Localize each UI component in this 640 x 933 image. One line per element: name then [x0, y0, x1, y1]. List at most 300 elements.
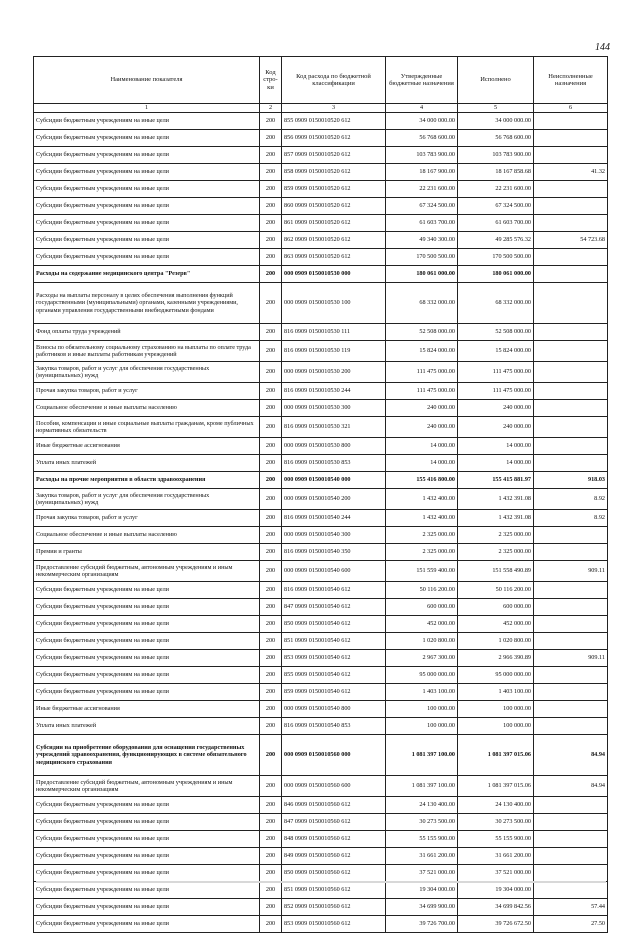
row-line-code: 200: [260, 198, 282, 215]
row-executed-amount: 100 000.00: [458, 718, 534, 735]
row-executed-amount: 1 081 397 015.06: [458, 735, 534, 776]
row-line-code: 200: [260, 283, 282, 324]
row-approved-amount: 61 603 700.00: [386, 215, 458, 232]
row-executed-amount: 240 000.00: [458, 400, 534, 417]
row-approved-amount: 1 081 397 100.00: [386, 735, 458, 776]
table-row: [34, 341, 608, 362]
row-not-executed-amount: 84.94: [534, 776, 608, 797]
row-approved-amount: 1 432 400.00: [386, 489, 458, 510]
row-not-executed-amount: [534, 848, 608, 865]
row-not-executed-amount: [534, 362, 608, 383]
row-executed-amount: 14 000.00: [458, 455, 534, 472]
row-budget-code: 000 0909 0150010530 100: [282, 283, 386, 324]
row-approved-amount: 155 416 800.00: [386, 472, 458, 489]
row-indicator-name: Субсидии бюджетным учреждениям на иные цели: [34, 147, 260, 164]
row-approved-amount: 2 967 300.00: [386, 650, 458, 667]
row-budget-code: 850 0909 0150010560 612: [282, 865, 386, 882]
row-line-code: 200: [260, 130, 282, 147]
table-row: [34, 527, 608, 544]
row-approved-amount: 14 000.00: [386, 438, 458, 455]
table-row: [34, 776, 608, 797]
table-row: [34, 455, 608, 472]
row-executed-amount: 180 061 000.00: [458, 266, 534, 283]
row-approved-amount: 151 559 400.00: [386, 561, 458, 582]
row-line-code: 200: [260, 667, 282, 684]
row-budget-code: 856 0909 0150010520 612: [282, 130, 386, 147]
row-not-executed-amount: [534, 684, 608, 701]
row-indicator-name: Субсидии бюджетным учреждениям на иные цели: [34, 130, 260, 147]
row-line-code: 200: [260, 383, 282, 400]
row-line-code: 200: [260, 684, 282, 701]
page-number: 144: [595, 42, 610, 53]
table-row: [34, 814, 608, 831]
row-executed-amount: 22 231 600.00: [458, 181, 534, 198]
row-executed-amount: 170 500 500.00: [458, 249, 534, 266]
row-not-executed-amount: [534, 383, 608, 400]
row-budget-code: 000 0909 0150010530 000: [282, 266, 386, 283]
row-indicator-name: Субсидии бюджетным учреждениям на иные цели: [34, 667, 260, 684]
row-line-code: 200: [260, 701, 282, 718]
row-indicator-name: Субсидии бюджетным учреждениям на иные цели: [34, 916, 260, 933]
row-not-executed-amount: [534, 701, 608, 718]
row-indicator-name: Субсидии бюджетным учреждениям на иные цели: [34, 848, 260, 865]
row-indicator-name: Субсидии бюджетным учреждениям на иные цели: [34, 814, 260, 831]
table-row: [34, 249, 608, 266]
row-approved-amount: 2 325 000.00: [386, 544, 458, 561]
row-executed-amount: 68 332 000.00: [458, 283, 534, 324]
table-row: [34, 147, 608, 164]
row-line-code: 200: [260, 899, 282, 916]
table-row: [34, 438, 608, 455]
row-not-executed-amount: [534, 266, 608, 283]
row-not-executed-amount: [534, 797, 608, 814]
column-number-row: [34, 104, 608, 113]
row-executed-amount: 56 768 600.00: [458, 130, 534, 147]
row-budget-code: 000 0909 0150010540 600: [282, 561, 386, 582]
table-row: [34, 718, 608, 735]
table-row: [34, 489, 608, 510]
row-budget-code: 863 0909 0150010520 612: [282, 249, 386, 266]
row-not-executed-amount: [534, 814, 608, 831]
row-budget-code: 816 0909 0150010530 321: [282, 417, 386, 438]
row-executed-amount: 31 661 200.00: [458, 848, 534, 865]
row-approved-amount: 15 824 000.00: [386, 341, 458, 362]
row-executed-amount: 34 699 842.56: [458, 899, 534, 916]
row-executed-amount: 600 000.00: [458, 599, 534, 616]
row-approved-amount: 170 500 500.00: [386, 249, 458, 266]
table-row: [34, 684, 608, 701]
row-line-code: 200: [260, 510, 282, 527]
row-executed-amount: 100 000.00: [458, 701, 534, 718]
header-budget-code: Код расхода по бюджетной классификации: [282, 57, 386, 104]
row-approved-amount: 100 000.00: [386, 718, 458, 735]
row-line-code: 200: [260, 633, 282, 650]
row-indicator-name: Субсидии бюджетным учреждениям на иные цели: [34, 899, 260, 916]
row-budget-code: 850 0909 0150010540 612: [282, 616, 386, 633]
row-budget-code: 851 0909 0150010560 612: [282, 882, 386, 899]
row-not-executed-amount: 84.94: [534, 735, 608, 776]
row-not-executed-amount: [534, 667, 608, 684]
row-approved-amount: 111 475 000.00: [386, 362, 458, 383]
row-line-code: 200: [260, 400, 282, 417]
row-approved-amount: 50 116 200.00: [386, 582, 458, 599]
table-row: [34, 362, 608, 383]
table-row: [34, 561, 608, 582]
table-row: [34, 472, 608, 489]
row-budget-code: 861 0909 0150010520 612: [282, 215, 386, 232]
row-budget-code: 816 0909 0150010530 119: [282, 341, 386, 362]
table-row: [34, 510, 608, 527]
table-row: [34, 899, 608, 916]
row-indicator-name: Субсидии бюджетным учреждениям на иные цели: [34, 113, 260, 130]
row-approved-amount: 67 324 500.00: [386, 198, 458, 215]
table-row: [34, 701, 608, 718]
row-indicator-name: Субсидии бюджетным учреждениям на иные цели: [34, 164, 260, 181]
row-line-code: 200: [260, 147, 282, 164]
row-indicator-name: Субсидии бюджетным учреждениям на иные цели: [34, 582, 260, 599]
row-not-executed-amount: [534, 181, 608, 198]
column-number: 4: [386, 104, 458, 113]
row-line-code: 200: [260, 814, 282, 831]
table-row: [34, 266, 608, 283]
row-not-executed-amount: 27.50: [534, 916, 608, 933]
row-approved-amount: 31 661 200.00: [386, 848, 458, 865]
row-line-code: 200: [260, 599, 282, 616]
table-row: [34, 417, 608, 438]
row-not-executed-amount: [534, 527, 608, 544]
row-executed-amount: 67 324 500.00: [458, 198, 534, 215]
row-approved-amount: 22 231 600.00: [386, 181, 458, 198]
table-row: [34, 544, 608, 561]
row-budget-code: 857 0909 0150010520 612: [282, 147, 386, 164]
table-row: [34, 667, 608, 684]
table-row: [34, 616, 608, 633]
row-executed-amount: 55 155 900.00: [458, 831, 534, 848]
table-row: [34, 735, 608, 776]
row-budget-code: 859 0909 0150010540 612: [282, 684, 386, 701]
table-row: [34, 400, 608, 417]
table-row: [34, 582, 608, 599]
row-executed-amount: 50 116 200.00: [458, 582, 534, 599]
row-not-executed-amount: 41.32: [534, 164, 608, 181]
table-row: [34, 232, 608, 249]
row-indicator-name: Фонд оплаты труда учреждений: [34, 324, 260, 341]
row-approved-amount: 34 000 000.00: [386, 113, 458, 130]
row-not-executed-amount: 909.11: [534, 650, 608, 667]
table-row: [34, 283, 608, 324]
row-executed-amount: 111 475 000.00: [458, 383, 534, 400]
row-approved-amount: 1 020 800.00: [386, 633, 458, 650]
row-not-executed-amount: [534, 882, 608, 899]
row-indicator-name: Расходы на выплаты персоналу в целях обеспечения выполнения функций государственными (муниципальными) органами, казенными учреждениями, органами управления государственными внебюджетными фондами: [34, 283, 260, 324]
row-approved-amount: 600 000.00: [386, 599, 458, 616]
table-row: [34, 865, 608, 882]
row-indicator-name: Субсидии бюджетным учреждениям на иные цели: [34, 232, 260, 249]
row-line-code: 200: [260, 776, 282, 797]
row-line-code: 200: [260, 848, 282, 865]
row-line-code: 200: [260, 472, 282, 489]
row-budget-code: 853 0909 0150010560 612: [282, 916, 386, 933]
row-indicator-name: Расходы на содержание медицинского центра "Резерв": [34, 266, 260, 283]
row-indicator-name: Субсидии бюджетным учреждениям на иные цели: [34, 865, 260, 882]
row-executed-amount: 1 020 800.00: [458, 633, 534, 650]
row-budget-code: 859 0909 0150010520 612: [282, 181, 386, 198]
table-row: [34, 599, 608, 616]
table-row: [34, 916, 608, 933]
row-executed-amount: 61 603 700.00: [458, 215, 534, 232]
row-budget-code: 855 0909 0150010520 612: [282, 113, 386, 130]
row-line-code: 200: [260, 489, 282, 510]
header-approved: Утвержденные бюджетные назначения: [386, 57, 458, 104]
row-executed-amount: 452 000.00: [458, 616, 534, 633]
row-line-code: 200: [260, 164, 282, 181]
row-not-executed-amount: [534, 198, 608, 215]
row-line-code: 200: [260, 417, 282, 438]
row-line-code: 200: [260, 324, 282, 341]
row-executed-amount: 1 432 391.08: [458, 510, 534, 527]
row-approved-amount: 30 273 500.00: [386, 814, 458, 831]
row-line-code: 200: [260, 266, 282, 283]
row-approved-amount: 56 768 600.00: [386, 130, 458, 147]
row-indicator-name: Субсидии бюджетным учреждениям на иные цели: [34, 599, 260, 616]
row-line-code: 200: [260, 249, 282, 266]
row-not-executed-amount: [534, 718, 608, 735]
row-executed-amount: 111 475 000.00: [458, 362, 534, 383]
row-budget-code: 862 0909 0150010520 612: [282, 232, 386, 249]
row-approved-amount: 180 061 000.00: [386, 266, 458, 283]
table-row: [34, 650, 608, 667]
row-approved-amount: 100 000.00: [386, 701, 458, 718]
row-indicator-name: Премии и гранты: [34, 544, 260, 561]
row-not-executed-amount: [534, 599, 608, 616]
table-header-row: [34, 57, 608, 104]
table-row: [34, 383, 608, 400]
row-executed-amount: 1 432 391.08: [458, 489, 534, 510]
row-executed-amount: 14 000.00: [458, 438, 534, 455]
row-approved-amount: 2 325 000.00: [386, 527, 458, 544]
row-budget-code: 816 0909 0150010540 350: [282, 544, 386, 561]
table-row: [34, 113, 608, 130]
row-indicator-name: Закупка товаров, работ и услуг для обеспечения государственных (муниципальных) нужд: [34, 489, 260, 510]
row-budget-code: 846 0909 0150010560 612: [282, 797, 386, 814]
row-indicator-name: Субсидии бюджетным учреждениям на иные цели: [34, 633, 260, 650]
row-not-executed-amount: [534, 113, 608, 130]
row-indicator-name: Иные бюджетные ассигнования: [34, 438, 260, 455]
header-line-code: Код стро-ки: [260, 57, 282, 104]
table-row: [34, 324, 608, 341]
row-budget-code: 000 0909 0150010560 600: [282, 776, 386, 797]
column-number: 6: [534, 104, 608, 113]
row-not-executed-amount: 8.92: [534, 489, 608, 510]
row-not-executed-amount: [534, 147, 608, 164]
row-executed-amount: 2 325 000.00: [458, 527, 534, 544]
row-budget-code: 847 0909 0150010540 612: [282, 599, 386, 616]
row-line-code: 200: [260, 718, 282, 735]
table-body: [34, 104, 608, 933]
row-indicator-name: Субсидии бюджетным учреждениям на иные цели: [34, 797, 260, 814]
row-approved-amount: 34 699 900.00: [386, 899, 458, 916]
row-budget-code: 853 0909 0150010540 612: [282, 650, 386, 667]
row-executed-amount: 1 403 100.00: [458, 684, 534, 701]
row-approved-amount: 111 475 000.00: [386, 383, 458, 400]
row-indicator-name: Уплата иных платежей: [34, 718, 260, 735]
row-budget-code: 848 0909 0150010560 612: [282, 831, 386, 848]
row-budget-code: 860 0909 0150010520 612: [282, 198, 386, 215]
row-budget-code: 000 0909 0150010540 000: [282, 472, 386, 489]
row-line-code: 200: [260, 916, 282, 933]
row-executed-amount: 39 726 672.50: [458, 916, 534, 933]
row-budget-code: 849 0909 0150010560 612: [282, 848, 386, 865]
row-line-code: 200: [260, 865, 282, 882]
budget-execution-table: [33, 56, 608, 933]
row-not-executed-amount: [534, 582, 608, 599]
row-approved-amount: 1 432 400.00: [386, 510, 458, 527]
row-approved-amount: 49 340 300.00: [386, 232, 458, 249]
header-not-executed: Неисполненные назначения: [534, 57, 608, 104]
row-budget-code: 816 0909 0150010540 853: [282, 718, 386, 735]
table-row: [34, 831, 608, 848]
row-budget-code: 000 0909 0150010530 300: [282, 400, 386, 417]
row-not-executed-amount: [534, 831, 608, 848]
row-indicator-name: Предоставление субсидий бюджетным, автономным учреждениям и иным некоммерческим организациям: [34, 776, 260, 797]
row-executed-amount: 240 000.00: [458, 417, 534, 438]
row-line-code: 200: [260, 362, 282, 383]
row-line-code: 200: [260, 882, 282, 899]
row-approved-amount: 14 000.00: [386, 455, 458, 472]
row-approved-amount: 18 167 900.00: [386, 164, 458, 181]
row-not-executed-amount: 54 723.68: [534, 232, 608, 249]
table-row: [34, 215, 608, 232]
column-number: 5: [458, 104, 534, 113]
table-row: [34, 797, 608, 814]
row-executed-amount: 1 081 397 015.06: [458, 776, 534, 797]
row-indicator-name: Расходы на прочие мероприятия в области здравоохранения: [34, 472, 260, 489]
row-line-code: 200: [260, 582, 282, 599]
row-line-code: 200: [260, 544, 282, 561]
row-indicator-name: Субсидии бюджетным учреждениям на иные цели: [34, 215, 260, 232]
row-budget-code: 000 0909 0150010530 200: [282, 362, 386, 383]
row-approved-amount: 37 521 000.00: [386, 865, 458, 882]
row-line-code: 200: [260, 561, 282, 582]
row-budget-code: 816 0909 0150010540 244: [282, 510, 386, 527]
row-not-executed-amount: [534, 455, 608, 472]
row-approved-amount: 52 508 000.00: [386, 324, 458, 341]
table-row: [34, 198, 608, 215]
column-number: 3: [282, 104, 386, 113]
row-line-code: 200: [260, 232, 282, 249]
scan-artifact-line: [36, 881, 606, 883]
row-not-executed-amount: [534, 633, 608, 650]
row-not-executed-amount: 909.11: [534, 561, 608, 582]
row-approved-amount: 95 000 000.00: [386, 667, 458, 684]
row-approved-amount: 24 130 400.00: [386, 797, 458, 814]
row-indicator-name: Иные бюджетные ассигнования: [34, 701, 260, 718]
row-line-code: 200: [260, 527, 282, 544]
row-indicator-name: Субсидии бюджетным учреждениям на иные цели: [34, 650, 260, 667]
row-indicator-name: Закупка товаров, работ и услуг для обеспечения государственных (муниципальных) нужд: [34, 362, 260, 383]
row-line-code: 200: [260, 616, 282, 633]
row-line-code: 200: [260, 735, 282, 776]
row-budget-code: 000 0909 0150010540 200: [282, 489, 386, 510]
row-indicator-name: Субсидии бюджетным учреждениям на иные цели: [34, 616, 260, 633]
row-budget-code: 847 0909 0150010560 612: [282, 814, 386, 831]
row-line-code: 200: [260, 455, 282, 472]
row-budget-code: 816 0909 0150010530 853: [282, 455, 386, 472]
row-line-code: 200: [260, 650, 282, 667]
header-indicator-name: Наименование показателя: [34, 57, 260, 104]
row-approved-amount: 240 000.00: [386, 417, 458, 438]
row-not-executed-amount: [534, 438, 608, 455]
row-budget-code: 851 0909 0150010540 612: [282, 633, 386, 650]
row-not-executed-amount: 918.03: [534, 472, 608, 489]
table-row: [34, 181, 608, 198]
row-indicator-name: Предоставление субсидий бюджетным, автономным учреждениям и иным некоммерческим организациям: [34, 561, 260, 582]
row-executed-amount: 30 273 500.00: [458, 814, 534, 831]
row-not-executed-amount: [534, 616, 608, 633]
row-budget-code: 000 0909 0150010540 300: [282, 527, 386, 544]
row-not-executed-amount: 8.92: [534, 510, 608, 527]
row-indicator-name: Прочая закупка товаров, работ и услуг: [34, 510, 260, 527]
row-budget-code: 000 0909 0150010560 000: [282, 735, 386, 776]
row-approved-amount: 452 000.00: [386, 616, 458, 633]
row-approved-amount: 19 304 000.00: [386, 882, 458, 899]
row-executed-amount: 34 000 000.00: [458, 113, 534, 130]
row-indicator-name: Субсидии бюджетным учреждениям на иные цели: [34, 684, 260, 701]
row-line-code: 200: [260, 831, 282, 848]
row-indicator-name: Субсидии бюджетным учреждениям на иные цели: [34, 181, 260, 198]
row-executed-amount: 24 130 400.00: [458, 797, 534, 814]
row-executed-amount: 18 167 858.68: [458, 164, 534, 181]
row-approved-amount: 1 081 397 100.00: [386, 776, 458, 797]
table-row: [34, 164, 608, 181]
row-line-code: 200: [260, 438, 282, 455]
row-not-executed-amount: [534, 341, 608, 362]
header-executed: Исполнено: [458, 57, 534, 104]
row-approved-amount: 103 783 900.00: [386, 147, 458, 164]
row-not-executed-amount: [534, 249, 608, 266]
table-row: [34, 633, 608, 650]
row-indicator-name: Субсидии бюджетным учреждениям на иные цели: [34, 198, 260, 215]
row-not-executed-amount: 57.44: [534, 899, 608, 916]
row-indicator-name: Субсидии бюджетным учреждениям на иные цели: [34, 249, 260, 266]
row-not-executed-amount: [534, 544, 608, 561]
row-executed-amount: 95 000 000.00: [458, 667, 534, 684]
row-approved-amount: 39 726 700.00: [386, 916, 458, 933]
row-not-executed-amount: [534, 865, 608, 882]
row-budget-code: 816 0909 0150010530 111: [282, 324, 386, 341]
row-indicator-name: Взносы по обязательному социальному страхованию на выплаты по оплате труда работников и иные выплаты работникам учреждений: [34, 341, 260, 362]
row-executed-amount: 103 783 900.00: [458, 147, 534, 164]
row-approved-amount: 68 332 000.00: [386, 283, 458, 324]
row-budget-code: 816 0909 0150010530 244: [282, 383, 386, 400]
row-budget-code: 000 0909 0150010530 800: [282, 438, 386, 455]
row-budget-code: 000 0909 0150010540 800: [282, 701, 386, 718]
row-budget-code: 816 0909 0150010540 612: [282, 582, 386, 599]
row-executed-amount: 37 521 000.00: [458, 865, 534, 882]
row-line-code: 200: [260, 181, 282, 198]
row-indicator-name: Пособия, компенсации и иные социальные выплаты гражданам, кроме публичных нормативных обязательств: [34, 417, 260, 438]
row-line-code: 200: [260, 797, 282, 814]
row-indicator-name: Социальное обеспечение и иные выплаты населению: [34, 400, 260, 417]
row-approved-amount: 1 403 100.00: [386, 684, 458, 701]
row-executed-amount: 15 824 000.00: [458, 341, 534, 362]
row-budget-code: 858 0909 0150010520 612: [282, 164, 386, 181]
column-number: 2: [260, 104, 282, 113]
row-not-executed-amount: [534, 400, 608, 417]
row-line-code: 200: [260, 113, 282, 130]
row-indicator-name: Субсидии на приобретение оборудования для оснащения государственных учреждений здравоохранения, функционирующих в системе обязательного медицинского страхования: [34, 735, 260, 776]
row-executed-amount: 155 415 881.97: [458, 472, 534, 489]
